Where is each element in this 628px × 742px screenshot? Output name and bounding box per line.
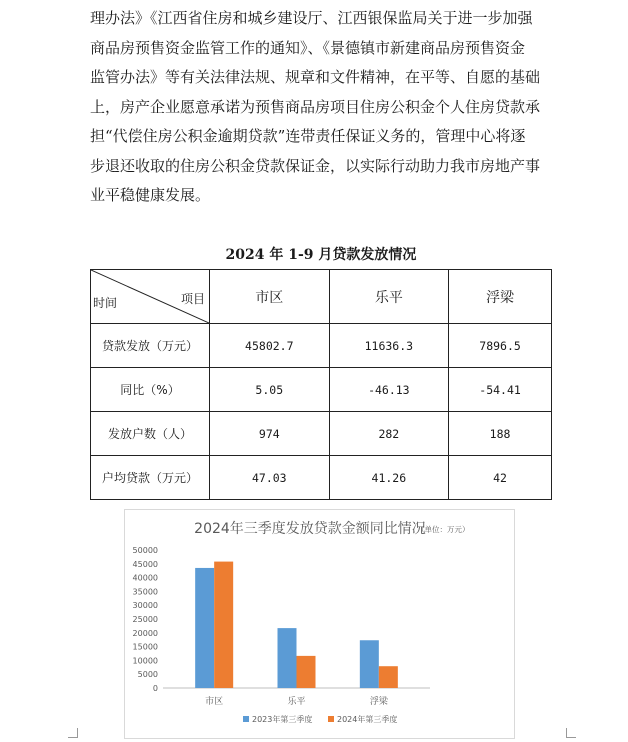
y-tick-label: 30000 <box>132 601 158 611</box>
paragraph-line: 理办法》《江西省住房和城乡建设厅、江西银保监局关于进一步加强 <box>90 9 533 27</box>
column-header: 浮梁 <box>449 270 552 324</box>
legend-swatch <box>328 716 334 722</box>
row-label: 贷款发放（万元） <box>91 324 210 368</box>
y-tick-label: 20000 <box>132 628 158 638</box>
paragraph-line: 步退还收取的住房公积金贷款保证金，以实际行动助力我市房地产事 <box>90 156 541 175</box>
paragraph-line: 商品房预售资金监管工作的通知》、《景德镇市新建商品房预售资金 <box>90 38 526 57</box>
y-tick-label: 35000 <box>132 587 158 597</box>
body-paragraph <box>90 4 542 211</box>
table-cell: 11636.3 <box>329 324 449 368</box>
table-title: 2024 年 1-9 月贷款发放情况 <box>225 247 417 263</box>
x-tick-label: 乐平 <box>287 697 306 707</box>
y-tick-label: 10000 <box>132 656 158 666</box>
paragraph-line: 上，房产企业愿意承诺为预售商品房项目住房公积金个人住房贷款承 <box>90 97 541 116</box>
bar <box>297 656 316 688</box>
corner-label-time: 时间 <box>93 296 118 310</box>
table-cell: 42 <box>449 456 552 500</box>
table-cell: 974 <box>210 412 330 456</box>
chart-title: 2024年三季度发放贷款金额同比情况 <box>194 521 426 537</box>
table-header-row <box>91 270 552 324</box>
y-tick-label: 0 <box>152 684 158 693</box>
corner-label-item: 项目 <box>180 292 205 306</box>
table-cell: 45802.7 <box>210 324 330 368</box>
table-corner-cell <box>91 270 210 324</box>
table-row <box>91 412 552 456</box>
table-cell: 188 <box>449 412 552 456</box>
table-cell: 282 <box>329 412 449 456</box>
legend-label: 2024年第三季度 <box>337 715 398 724</box>
table-cell: -54.41 <box>449 368 552 412</box>
paragraph-line: 监管办法》等有关法律法规、规章和文件精神，在平等、自愿的基础 <box>90 68 541 86</box>
y-tick-label: 15000 <box>132 642 158 652</box>
column-header: 乐平 <box>329 270 449 324</box>
table-cell: 47.03 <box>210 456 330 500</box>
table-row <box>91 368 552 412</box>
legend-label: 2023年第三季度 <box>252 715 313 724</box>
loan-table <box>90 269 552 500</box>
x-tick-label: 浮梁 <box>369 697 388 707</box>
table-row <box>91 456 552 500</box>
bar <box>360 640 379 688</box>
table-cell: 41.26 <box>329 456 449 500</box>
row-label: 户均贷款（万元） <box>91 456 210 500</box>
bar <box>214 562 233 688</box>
paragraph-line: 担“代偿住房公积金逾期贷款”连带责任保证义务的，管理中心将逐 <box>90 127 526 145</box>
chart-frame <box>124 509 515 739</box>
table-cell: -46.13 <box>329 368 449 412</box>
y-tick-label: 45000 <box>132 559 158 569</box>
y-tick-label: 50000 <box>132 546 158 555</box>
y-tick-label: 25000 <box>132 615 158 624</box>
table-cell: 7896.5 <box>449 324 552 368</box>
paragraph-line: 业平稳健康发展。 <box>90 186 211 204</box>
x-tick-label: 市区 <box>205 697 224 707</box>
bar-chart <box>125 510 514 738</box>
legend-swatch <box>243 716 249 722</box>
row-label: 同比（%） <box>91 368 210 412</box>
bar <box>379 666 398 688</box>
bar <box>278 628 297 688</box>
y-tick-label: 40000 <box>132 573 158 583</box>
table-row <box>91 324 552 368</box>
page-corner-mark <box>566 728 576 738</box>
chart-unit-note: （单位：万元） <box>417 525 470 534</box>
page-corner-mark <box>68 728 78 738</box>
row-label: 发放户数（人） <box>91 412 210 456</box>
column-header: 市区 <box>210 270 330 324</box>
bar <box>195 568 214 688</box>
table-cell: 5.05 <box>210 368 330 412</box>
y-tick-label: 5000 <box>137 670 158 680</box>
